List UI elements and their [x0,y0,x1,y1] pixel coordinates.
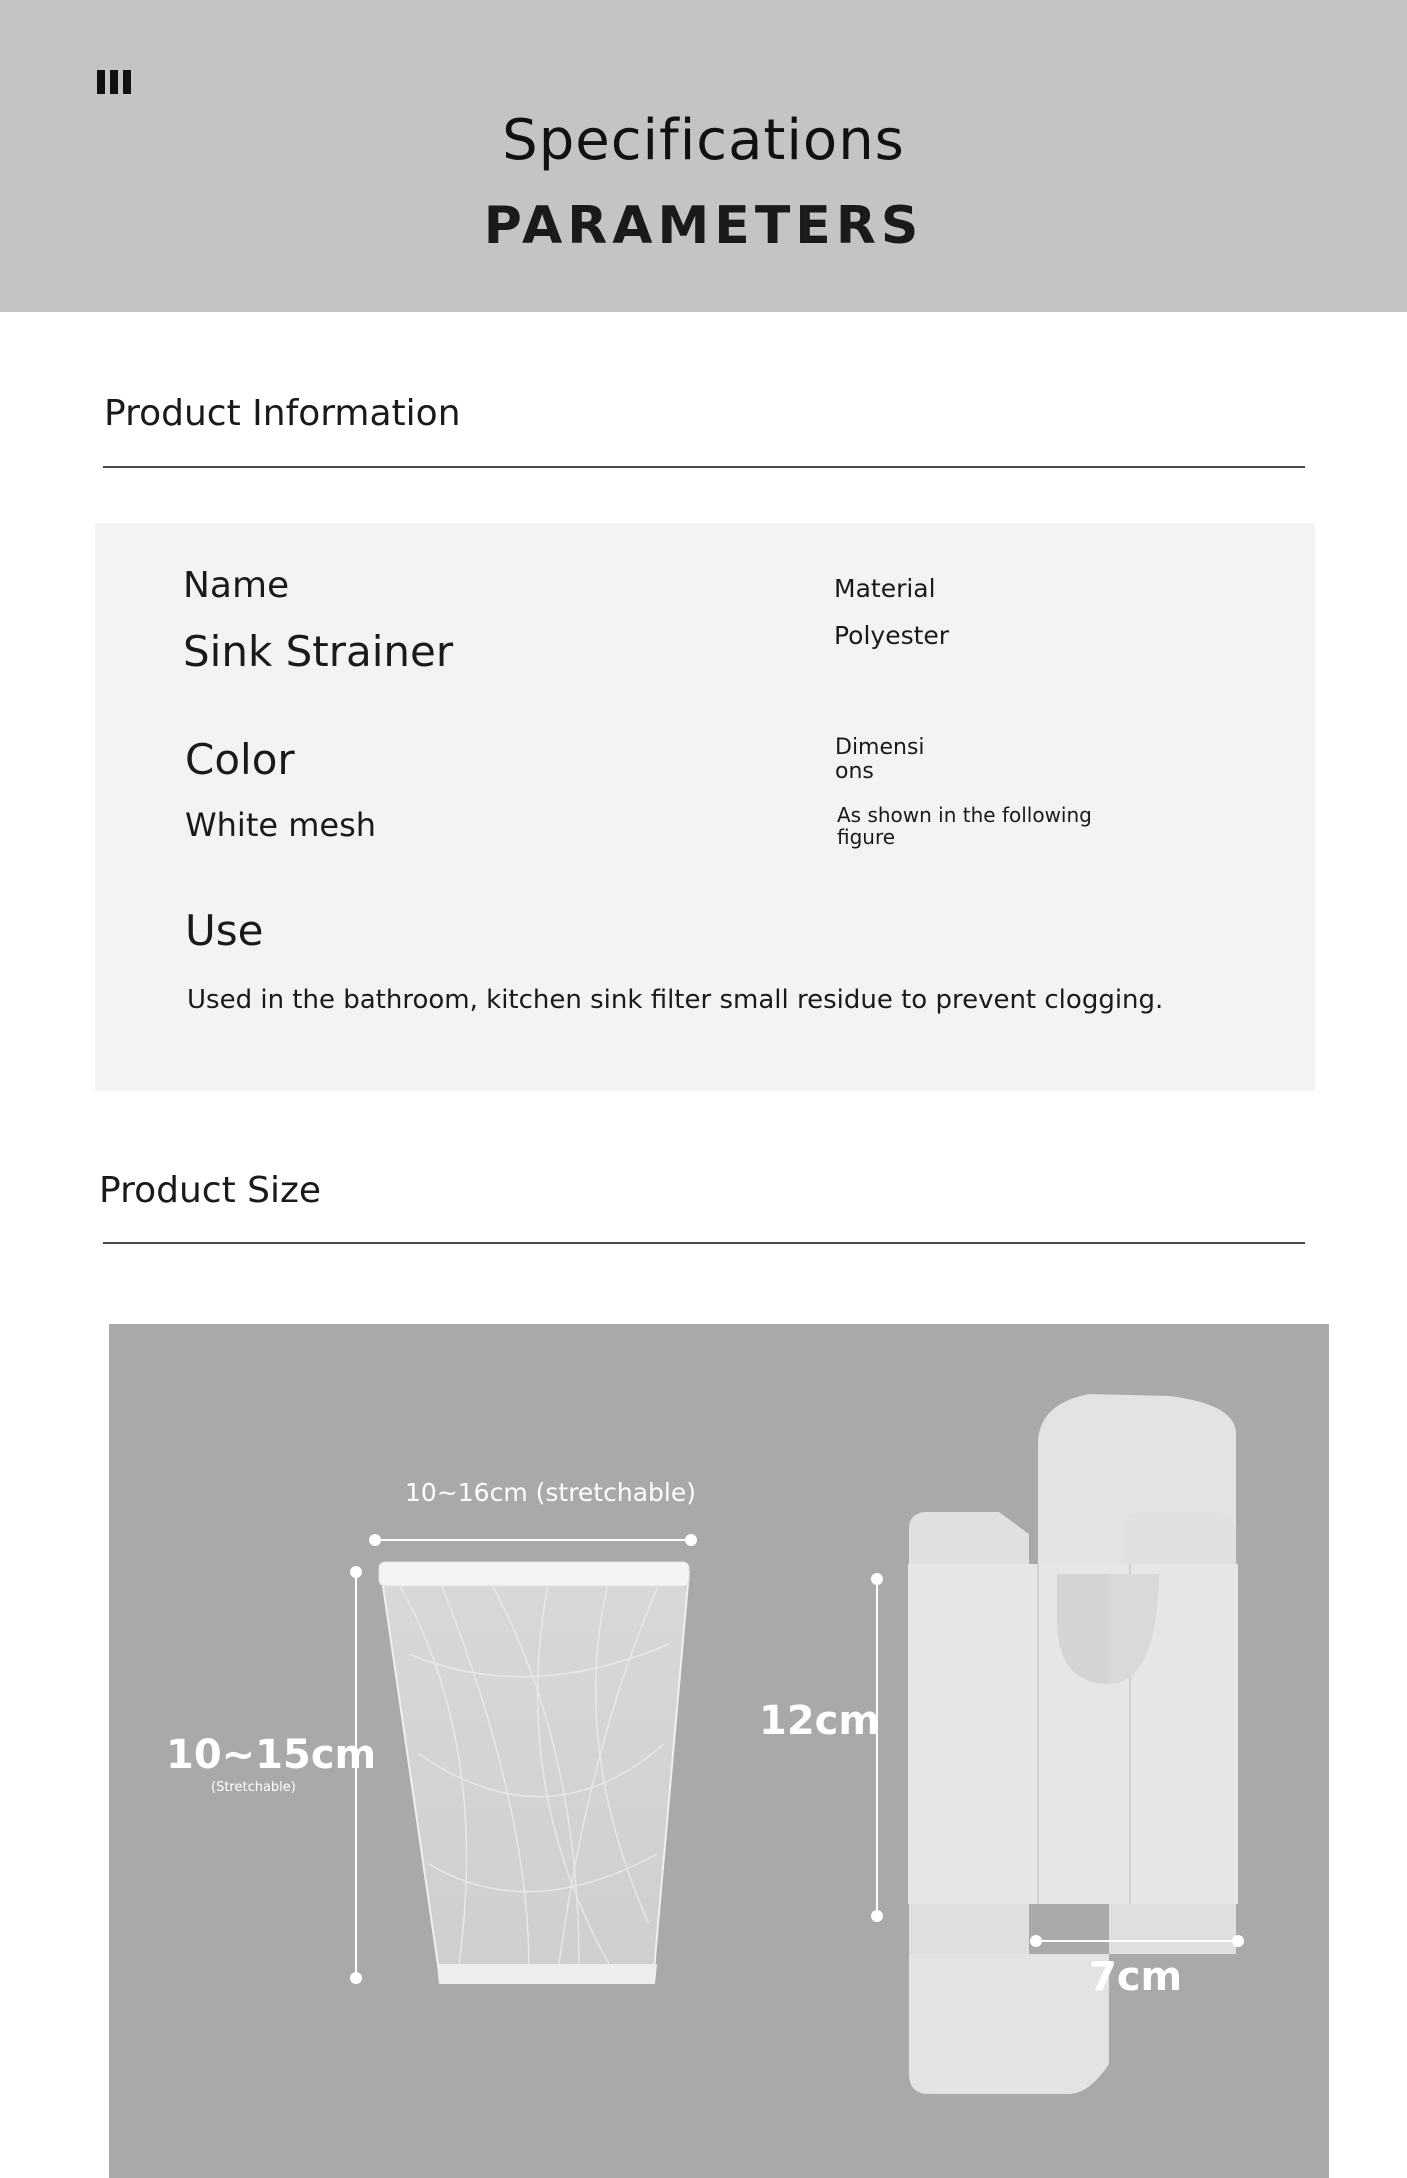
section-divider [103,1242,1305,1244]
info-panel [95,523,1315,1091]
section-divider [103,466,1305,468]
color-label: Color [185,735,295,784]
mesh-height-label: 10~15cm [166,1732,377,1778]
folded-box [908,1394,1238,2094]
mesh-height-note: (Stretchable) [211,1780,296,1795]
header-subtitle: PARAMETERS [483,196,924,256]
name-value: Sink Strainer [183,627,454,676]
mesh-width-label: 10~16cm (stretchable) [405,1478,696,1507]
box-height-dimension [871,1573,883,1922]
mesh-strainer [379,1562,689,1984]
product-size-photo [109,1324,1329,2178]
material-label: Material [834,574,936,603]
product-information-heading: Product Information [104,393,461,434]
box-width-label: 7cm [1089,1954,1183,2000]
dimensions-value: As shown in the following figure [837,803,1092,849]
mesh-width-dimension [369,1534,697,1546]
use-value: Used in the bathroom, kitchen sink filter small residue to prevent clogging. [187,985,1164,1015]
header-band [0,0,1407,312]
use-label: Use [185,906,264,955]
material-value: Polyester [834,621,950,650]
color-value: White mesh [185,806,377,844]
name-label: Name [183,565,290,606]
box-height-label: 12cm [759,1698,881,1744]
dimensions-label: Dimensions [835,735,925,785]
header-title: Specifications [502,108,905,173]
product-size-heading: Product Size [99,1170,322,1211]
three-bars-icon [97,70,133,94]
